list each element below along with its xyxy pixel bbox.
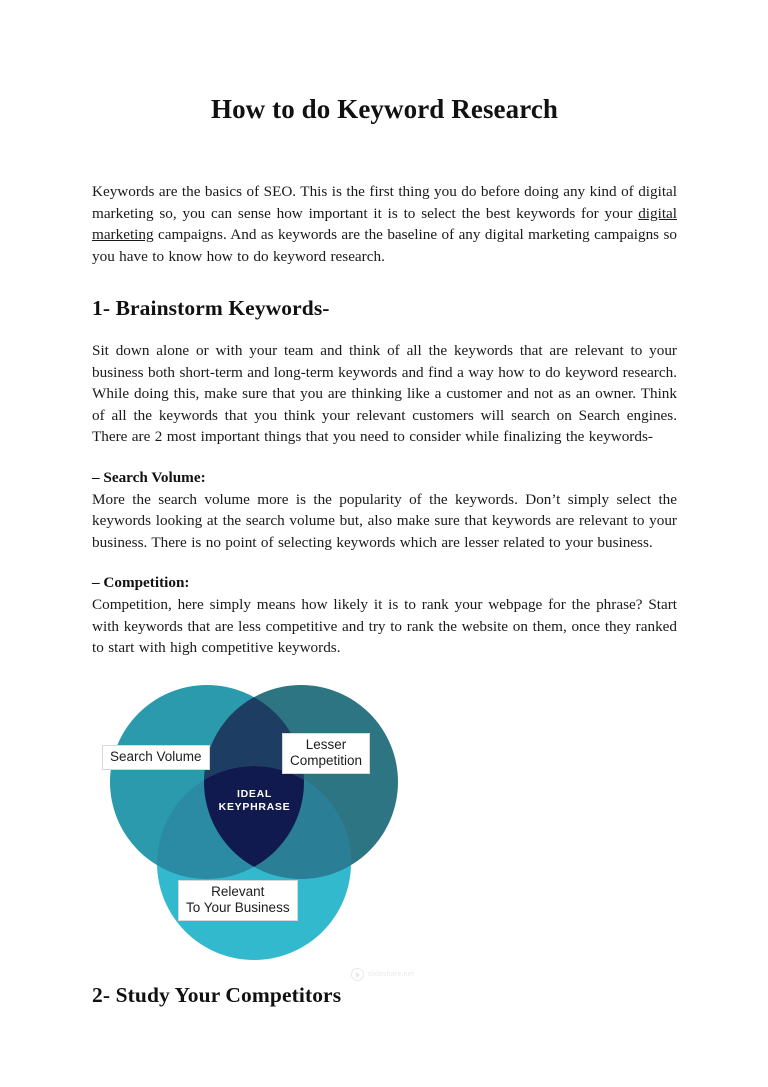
intro-paragraph — [92, 181, 677, 267]
brainstorm-keywords-paragraph: Sit down alone or with your team and think of all the keywords that are relevant to your business both short-term and long-term keywords and find a way how to do keyword research. While doing this, make sure that you are thinking like a customer and not as an owner. Think of all the keywords that you think your relevant customers will search on Search engines. There are 2 most important things that you need to consider while finalizing the keywords- — [92, 342, 677, 446]
subsection-label-search-volume: – Search Volume: — [92, 468, 206, 486]
venn-center-label-line1: IDEAL — [237, 787, 272, 800]
section-heading-study-your-competitors: 2- Study Your Competitors — [92, 982, 342, 1007]
intro-text-before-link: Keywords are the basics of SEO. This is the first thing you do before doing any kind of digital marketing so, you can sense how important it is to select the best keywords for your — [92, 183, 677, 222]
venn-diagram-figure — [94, 677, 414, 982]
venn-label-lesser-competition — [282, 733, 370, 774]
venn-label-search-volume — [102, 745, 210, 770]
venn-label-search-volume-text: Search Volume — [110, 748, 202, 764]
section-heading-brainstorm-keywords: 1- Brainstorm Keywords- — [92, 296, 330, 321]
subsection-search-volume — [92, 468, 677, 554]
subsection-body-search-volume: More the search volume more is the popularity of the keywords. Don’t simply select the keywords looking at the search volume but, also make sure that keywords are relevant to your business. There is no point of selecting keywords which are lesser related to your business. — [92, 490, 677, 551]
venn-label-lesser-competition-line1: Lesser — [305, 736, 347, 752]
venn-label-relevant-line2: To Your Business — [186, 899, 290, 915]
venn-label-lesser-competition-line2: Competition — [290, 752, 363, 768]
play-circle-icon — [351, 968, 364, 981]
watermark — [351, 968, 414, 981]
document-content — [92, 0, 677, 1009]
digital-marketing-link[interactable]: digital marketing — [92, 204, 677, 244]
venn-center-label-line2: KEYPHRASE — [218, 801, 291, 814]
subsection-competition — [92, 573, 677, 659]
intro-text-after-link: campaigns. And as keywords are the baseline of any digital marketing campaigns so you have to know how to do keyword research. — [92, 226, 677, 265]
subsection-body-competition: Competition, here simply means how likely it is to rank your webpage for the phrase? Start with keywords that are less competitive and try to rank the website on them, once they ranked to start with high competitive keywords. — [92, 596, 677, 657]
venn-diagram-svg — [94, 677, 414, 967]
venn-label-relevant-line1: Relevant — [211, 883, 265, 899]
venn-label-relevant-to-your-business — [178, 880, 298, 921]
subsection-label-competition: – Competition: — [92, 574, 190, 592]
page-title: How to do Keyword Research — [210, 94, 559, 124]
watermark-text: slideshare.net — [367, 970, 414, 978]
